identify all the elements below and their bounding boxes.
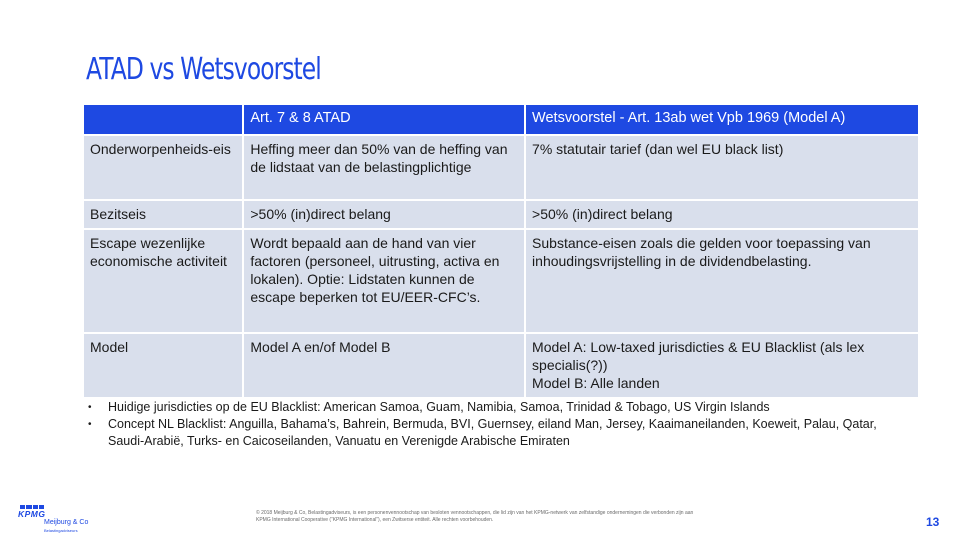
- page-number: 13: [926, 515, 940, 529]
- bullet-text: Concept NL Blacklist: Anguilla, Bahama’s, Bahrein, Bermuda, BVI, Guernsey, eiland Man, Jersey, Kaaimaneilanden, Koeweit, Palau, Qatar, Saudi-Arabië, Turks- en Caicoseilanden, Vanuatu en Verenigde Arabische Emiraten: [108, 417, 877, 448]
- bullet-text: Huidige jurisdicties op de EU Blacklist: American Samoa, Guam, Namibia, Samoa, Trinidad & Tobago, US Virgin Islands: [108, 400, 770, 414]
- footer-legal-text: © 2018 Meijburg & Co, Belastingadviseurs, is een personenvennootschap van besloten vennootschappen, die lid zijn van het KPMG-netwerk van zelfstandige ondernemingen die verbonden zijn aan KPMG International Cooperative (“KPMG International”), een Zwitserse entiteit. Alle rechten voorbehouden.: [256, 510, 694, 523]
- logo-sub: Belastingadviseurs: [44, 528, 78, 533]
- wetsvoorstel-cell: Model A: Low-taxed jurisdicties & EU Blacklist (als lex specialis(?)) Model B: Alle landen: [526, 334, 918, 397]
- list-item: [86, 416, 906, 450]
- wetsvoorstel-cell: >50% (in)direct belang: [526, 201, 918, 228]
- kpmg-wordmark: KPMG: [18, 509, 46, 519]
- row-label: Escape wezenlijke economische activiteit: [84, 230, 242, 332]
- header-cell-wetsvoorstel: Wetsvoorstel - Art. 13ab wet Vpb 1969 (Model A): [526, 105, 918, 134]
- bullet-icon: •: [88, 419, 92, 430]
- atad-cell: Wordt bepaald aan de hand van vier factoren (personeel, uitrusting, activa en lokalen). Optie: Lidstaten kunnen de escape beperken tot EU/EER-CFC’s.: [244, 230, 524, 332]
- table-row: [84, 334, 918, 397]
- table-row: [84, 136, 918, 199]
- header-cell-atad: Art. 7 & 8 ATAD: [244, 105, 524, 134]
- list-item: [86, 399, 906, 416]
- wetsvoorstel-cell: 7% statutair tarief (dan wel EU black list): [526, 136, 918, 199]
- wetsvoorstel-cell: Substance-eisen zoals die gelden voor toepassing van inhoudingsvrijstelling in de dividendbelasting.: [526, 230, 918, 332]
- row-label: Bezitseis: [84, 201, 242, 228]
- atad-cell: Heffing meer dan 50% van de heffing van de lidstaat van de belastingplichtige: [244, 136, 524, 199]
- table-header-row: [84, 105, 918, 134]
- table-row: [84, 230, 918, 332]
- atad-cell: Model A en/of Model B: [244, 334, 524, 397]
- blacklist-notes: [86, 399, 906, 450]
- bullet-icon: •: [88, 402, 92, 413]
- row-label: Model: [84, 334, 242, 397]
- header-cell-empty: [84, 105, 242, 134]
- row-label: Onderworpenheids-eis: [84, 136, 242, 199]
- kpmg-meijburg-logo: [18, 507, 98, 537]
- logo-name: Meijburg & Co: [44, 519, 89, 526]
- table-row: [84, 201, 918, 228]
- atad-cell: >50% (in)direct belang: [244, 201, 524, 228]
- comparison-table: [82, 103, 920, 399]
- page-title: ATAD vs Wetsvoorstel: [86, 52, 321, 87]
